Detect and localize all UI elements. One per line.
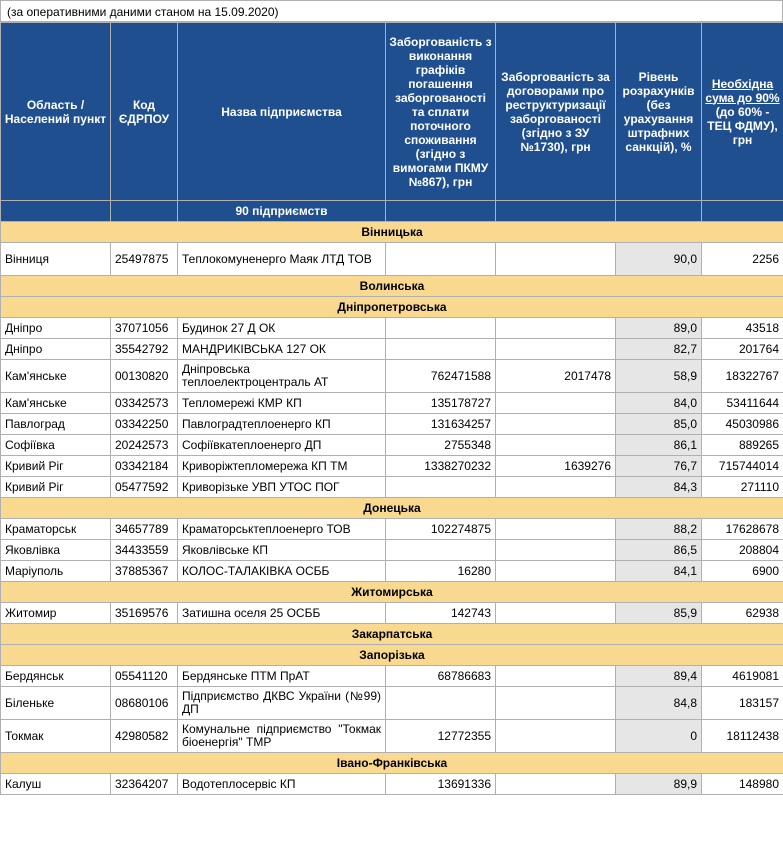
code-cell: 03342573 xyxy=(111,393,178,414)
city-cell: Павлоград xyxy=(1,414,111,435)
debt-restructuring-cell xyxy=(496,519,616,540)
table-row xyxy=(1,435,783,456)
region-label: Житомирська xyxy=(1,582,783,603)
enterprise-count: 90 підприємств xyxy=(178,201,386,222)
city-cell: Вінниця xyxy=(1,243,111,276)
city-cell: Кривий Ріг xyxy=(1,477,111,498)
code-cell: 03342184 xyxy=(111,456,178,477)
city-cell: Дніпро xyxy=(1,339,111,360)
payment-level-cell: 84,1 xyxy=(616,561,702,582)
code-cell: 00130820 xyxy=(111,360,178,393)
city-cell: Краматорськ xyxy=(1,519,111,540)
debt-schedule-cell: 68786683 xyxy=(386,666,496,687)
payment-level-cell: 89,4 xyxy=(616,666,702,687)
debt-schedule-cell: 762471588 xyxy=(386,360,496,393)
payment-level-cell: 90,0 xyxy=(616,243,702,276)
required-sum-cell: 17628678 xyxy=(702,519,783,540)
payment-level-cell: 88,2 xyxy=(616,519,702,540)
header-level: Рівень розрахунків (без урахування штрафних санкцій), % xyxy=(616,23,702,201)
required-sum-cell: 148980 xyxy=(702,774,783,795)
debt-schedule-cell: 135178727 xyxy=(386,393,496,414)
region-row xyxy=(1,645,783,666)
required-sum-cell: 208804 xyxy=(702,540,783,561)
region-label: Дніпропетровська xyxy=(1,297,783,318)
payment-level-cell: 89,9 xyxy=(616,774,702,795)
payment-level-cell: 58,9 xyxy=(616,360,702,393)
table-row xyxy=(1,414,783,435)
debt-schedule-cell: 12772355 xyxy=(386,720,496,753)
debt-restructuring-cell xyxy=(496,393,616,414)
debt-schedule-cell xyxy=(386,540,496,561)
city-cell: Калуш xyxy=(1,774,111,795)
required-sum-cell: 18322767 xyxy=(702,360,783,393)
code-cell: 20242573 xyxy=(111,435,178,456)
required-sum-cell: 889265 xyxy=(702,435,783,456)
debt-restructuring-cell xyxy=(496,477,616,498)
required-sum-cell: 183157 xyxy=(702,687,783,720)
debt-restructuring-cell xyxy=(496,339,616,360)
region-label: Донецька xyxy=(1,498,783,519)
table-row xyxy=(1,318,783,339)
city-cell: Кам'янське xyxy=(1,360,111,393)
table-row xyxy=(1,720,783,753)
enterprise-name-cell: Софіївкатеплоенерго ДП xyxy=(178,435,386,456)
debt-restructuring-cell xyxy=(496,540,616,561)
debt-table xyxy=(0,22,783,795)
code-cell: 34657789 xyxy=(111,519,178,540)
required-sum-cell: 271110 xyxy=(702,477,783,498)
debt-restructuring-cell xyxy=(496,318,616,339)
debt-schedule-cell: 131634257 xyxy=(386,414,496,435)
debt-restructuring-cell xyxy=(496,666,616,687)
city-cell: Софіївка xyxy=(1,435,111,456)
city-cell: Біленьке xyxy=(1,687,111,720)
required-sum-cell: 201764 xyxy=(702,339,783,360)
required-sum-cell: 45030986 xyxy=(702,414,783,435)
code-cell: 37885367 xyxy=(111,561,178,582)
table-row xyxy=(1,339,783,360)
header-code: Код ЄДРПОУ xyxy=(111,23,178,201)
region-label: Запорізька xyxy=(1,645,783,666)
code-cell: 25497875 xyxy=(111,243,178,276)
debt-restructuring-cell: 2017478 xyxy=(496,360,616,393)
enterprise-name-cell: Водотеплосервіс КП xyxy=(178,774,386,795)
debt-schedule-cell: 2755348 xyxy=(386,435,496,456)
header-debt-restructuring: Заборгованість за договорами про реструктуризації заборгованості (згідно з ЗУ №1730), грн xyxy=(496,23,616,201)
debt-restructuring-cell xyxy=(496,720,616,753)
table-row xyxy=(1,519,783,540)
city-cell: Кам'янське xyxy=(1,393,111,414)
region-row xyxy=(1,753,783,774)
region-row xyxy=(1,297,783,318)
report-date-caption: (за оперативними даними станом на 15.09.2020) xyxy=(0,0,783,22)
debt-schedule-cell xyxy=(386,477,496,498)
city-cell: Кривий Ріг xyxy=(1,456,111,477)
table-row xyxy=(1,456,783,477)
enterprise-name-cell: КОЛОС-ТАЛАКІВКА ОСББ xyxy=(178,561,386,582)
payment-level-cell: 84,8 xyxy=(616,687,702,720)
debt-restructuring-cell xyxy=(496,414,616,435)
header-required-rest: (до 60% - ТЕЦ ФДМУ), грн xyxy=(707,104,778,147)
table-row xyxy=(1,477,783,498)
table-row xyxy=(1,540,783,561)
code-cell: 32364207 xyxy=(111,774,178,795)
region-label: Закарпатська xyxy=(1,624,783,645)
city-cell: Житомир xyxy=(1,603,111,624)
debt-restructuring-cell xyxy=(496,687,616,720)
region-row xyxy=(1,624,783,645)
enterprise-name-cell: Дніпровська теплоелектроцентраль АТ xyxy=(178,360,386,393)
required-sum-cell: 715744014 xyxy=(702,456,783,477)
city-cell: Дніпро xyxy=(1,318,111,339)
city-cell: Маріуполь xyxy=(1,561,111,582)
required-sum-cell: 6900 xyxy=(702,561,783,582)
enterprise-name-cell: Комунальне підприємство "Токмак біоенергія" ТМР xyxy=(178,720,386,753)
city-cell: Яковлівка xyxy=(1,540,111,561)
debt-schedule-cell xyxy=(386,687,496,720)
code-cell: 08680106 xyxy=(111,687,178,720)
payment-level-cell: 84,0 xyxy=(616,393,702,414)
table-row xyxy=(1,603,783,624)
enterprise-name-cell: Будинок 27 Д ОК xyxy=(178,318,386,339)
table-row xyxy=(1,243,783,276)
debt-schedule-cell xyxy=(386,243,496,276)
required-sum-cell: 2256 xyxy=(702,243,783,276)
debt-schedule-cell: 102274875 xyxy=(386,519,496,540)
code-cell: 05477592 xyxy=(111,477,178,498)
payment-level-cell: 89,0 xyxy=(616,318,702,339)
table-row xyxy=(1,687,783,720)
city-cell: Токмак xyxy=(1,720,111,753)
debt-schedule-cell: 142743 xyxy=(386,603,496,624)
payment-level-cell: 86,1 xyxy=(616,435,702,456)
code-cell: 42980582 xyxy=(111,720,178,753)
enterprise-name-cell: МАНДРИКІВСЬКА 127 ОК xyxy=(178,339,386,360)
header-row xyxy=(1,23,783,201)
debt-restructuring-cell xyxy=(496,435,616,456)
debt-schedule-cell: 13691336 xyxy=(386,774,496,795)
enterprise-name-cell: Бердянське ПТМ ПрАТ xyxy=(178,666,386,687)
enterprise-name-cell: Яковлівське КП xyxy=(178,540,386,561)
table-row xyxy=(1,360,783,393)
enterprise-name-cell: Криворіжтепломережа КП ТМ xyxy=(178,456,386,477)
header-name: Назва підприємства xyxy=(178,23,386,201)
summary-row xyxy=(1,201,783,222)
debt-restructuring-cell xyxy=(496,561,616,582)
required-sum-cell: 4619081 xyxy=(702,666,783,687)
enterprise-name-cell: Криворізьке УВП УТОС ПОГ xyxy=(178,477,386,498)
debt-schedule-cell xyxy=(386,318,496,339)
debt-restructuring-cell xyxy=(496,774,616,795)
enterprise-name-cell: Тепломережі КМР КП xyxy=(178,393,386,414)
region-label: Вінницька xyxy=(1,222,783,243)
header-region: Область / Населений пункт xyxy=(1,23,111,201)
region-row xyxy=(1,276,783,297)
header-debt-schedule: Заборгованість з виконання графіків погашення заборгованості та сплати поточного споживання (згідно з вимогами ПКМУ №867), грн xyxy=(386,23,496,201)
payment-level-cell: 82,7 xyxy=(616,339,702,360)
payment-level-cell: 0 xyxy=(616,720,702,753)
code-cell: 37071056 xyxy=(111,318,178,339)
enterprise-name-cell: Підприємство ДКВС України (№99) ДП xyxy=(178,687,386,720)
enterprise-name-cell: Краматорськтеплоенерго ТОВ xyxy=(178,519,386,540)
code-cell: 05541120 xyxy=(111,666,178,687)
required-sum-cell: 18112438 xyxy=(702,720,783,753)
required-sum-cell: 53411644 xyxy=(702,393,783,414)
code-cell: 34433559 xyxy=(111,540,178,561)
debt-restructuring-cell xyxy=(496,603,616,624)
table-row xyxy=(1,561,783,582)
payment-level-cell: 76,7 xyxy=(616,456,702,477)
debt-schedule-cell xyxy=(386,339,496,360)
debt-restructuring-cell xyxy=(496,243,616,276)
code-cell: 35169576 xyxy=(111,603,178,624)
region-row xyxy=(1,582,783,603)
header-required-underlined: Необхідна сума до 90% xyxy=(705,76,780,105)
table-row xyxy=(1,393,783,414)
enterprise-name-cell: Затишна оселя 25 ОСББ xyxy=(178,603,386,624)
header-required xyxy=(702,23,783,201)
debt-schedule-cell: 1338270232 xyxy=(386,456,496,477)
enterprise-name-cell: Теплокомуненерго Маяк ЛТД ТОВ xyxy=(178,243,386,276)
debt-schedule-cell: 16280 xyxy=(386,561,496,582)
debt-restructuring-cell: 1639276 xyxy=(496,456,616,477)
table-row xyxy=(1,666,783,687)
region-row xyxy=(1,498,783,519)
city-cell: Бердянськ xyxy=(1,666,111,687)
payment-level-cell: 85,0 xyxy=(616,414,702,435)
payment-level-cell: 86,5 xyxy=(616,540,702,561)
code-cell: 03342250 xyxy=(111,414,178,435)
required-sum-cell: 43518 xyxy=(702,318,783,339)
enterprise-name-cell: Павлоградтеплоенерго КП xyxy=(178,414,386,435)
code-cell: 35542792 xyxy=(111,339,178,360)
required-sum-cell: 62938 xyxy=(702,603,783,624)
table-row xyxy=(1,774,783,795)
region-row xyxy=(1,222,783,243)
payment-level-cell: 84,3 xyxy=(616,477,702,498)
region-label: Івано-Франківська xyxy=(1,753,783,774)
region-label: Волинська xyxy=(1,276,783,297)
payment-level-cell: 85,9 xyxy=(616,603,702,624)
